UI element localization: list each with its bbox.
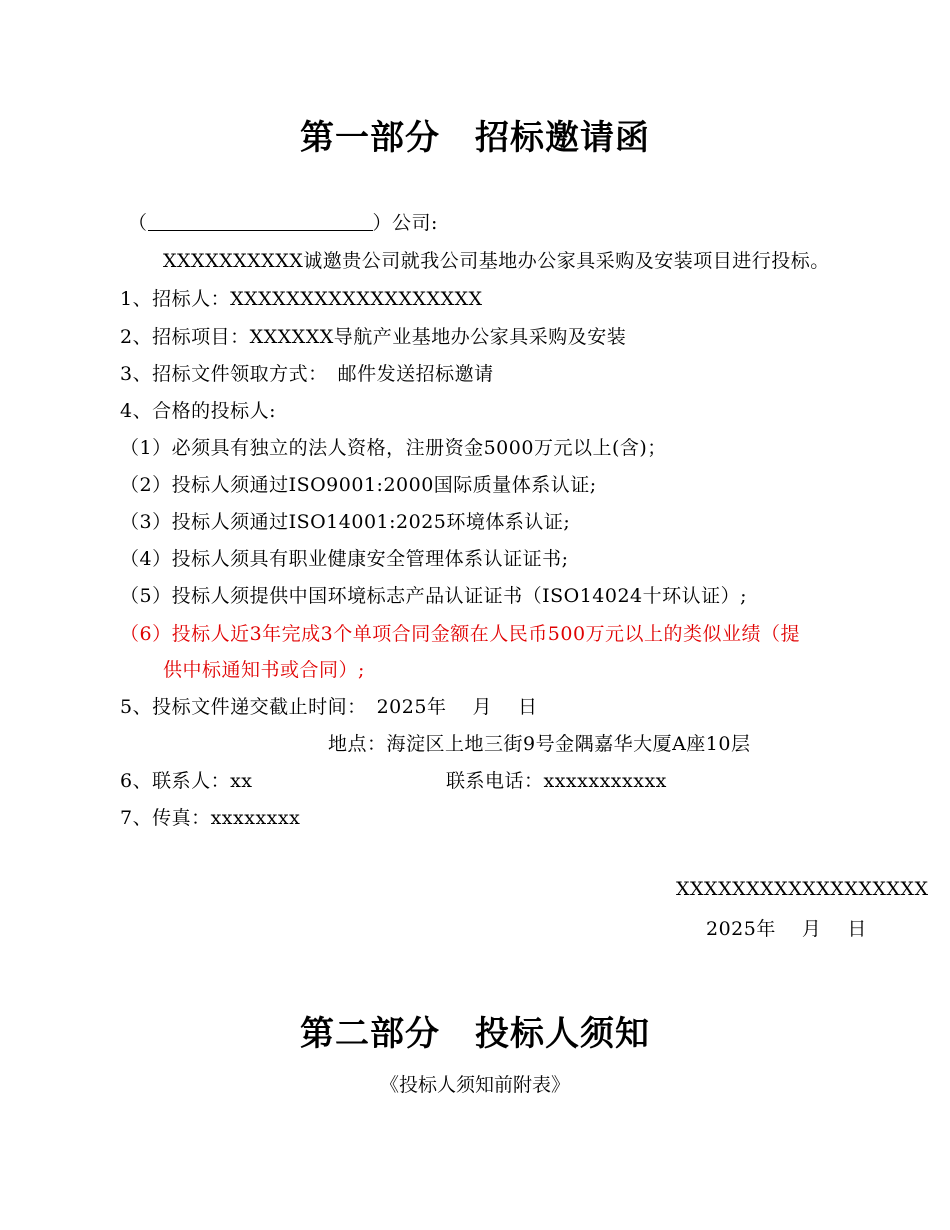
signature: XXXXXXXXXXXXXXXXXX (676, 878, 929, 900)
part1-title: 第一部分 招标邀请函 (300, 118, 650, 158)
requirement-6-line1: （6）投标人近3年完成3个单项合同金额在人民币500万元以上的类似业绩（提 (120, 623, 801, 645)
requirement-2: （2）投标人须通过ISO9001:2000国际质量体系认证; (120, 474, 597, 496)
addressee-line (128, 208, 438, 235)
requirement-6-line2: 供中标通知书或合同）; (163, 659, 365, 681)
item-qualified-bidders: 4、合格的投标人: (120, 400, 276, 422)
item-document-method: 3、招标文件领取方式： 邮件发送招标邀请 (120, 363, 494, 385)
intro-text: XXXXXXXXXX诚邀贵公司就我公司基地办公家具采购及安装项目进行投标。 (163, 250, 830, 272)
requirement-1: （1）必须具有独立的法人资格，注册资金5000万元以上(含)； (120, 437, 667, 459)
part2-title: 第二部分 投标人须知 (300, 1014, 650, 1054)
item-contact-phone: 联系电话：xxxxxxxxxxx (446, 770, 667, 792)
requirement-5: （5）投标人须提供中国环境标志产品认证证书（ISO14024十环认证）; (120, 585, 748, 607)
addressee-open: （ (128, 212, 148, 234)
item-tenderer: 1、招标人：XXXXXXXXXXXXXXXXXX (120, 288, 483, 310)
item-contact-person: 6、联系人：xx (120, 770, 253, 792)
part2-subtitle: 《投标人须知前附表》 (379, 1074, 570, 1096)
signature-date: 2025年 月 日 (706, 918, 867, 940)
item-project: 2、招标项目：XXXXXX导航产业基地办公家具采购及安装 (120, 326, 627, 348)
company-blank (148, 212, 373, 231)
requirement-4: （4）投标人须具有职业健康安全管理体系认证证书; (120, 548, 569, 570)
addressee-close: ）公司: (372, 212, 438, 234)
item-deadline: 5、投标文件递交截止时间： 2025年 月 日 (120, 696, 538, 718)
item-location: 地点：海淀区上地三街9号金隅嘉华大厦A座10层 (328, 733, 751, 755)
item-fax: 7、传真：xxxxxxxx (120, 807, 301, 829)
requirement-3: （3）投标人须通过ISO14001:2025环境体系认证; (120, 511, 571, 533)
